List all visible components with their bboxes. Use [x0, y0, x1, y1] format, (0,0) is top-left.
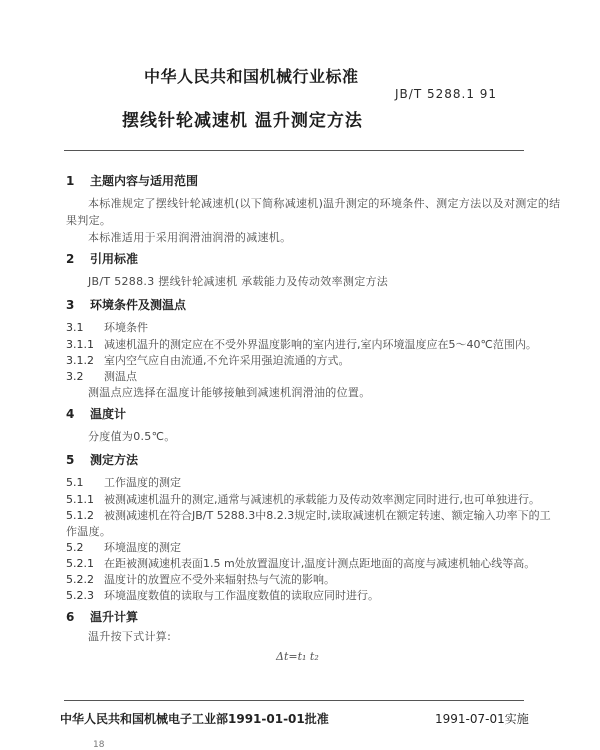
- subsection: 5.1 工作温度的测定: [66, 476, 181, 489]
- subsection: 3.1 环境条件: [66, 321, 148, 334]
- section-6-heading: [66, 608, 138, 625]
- section-title: 温升计算: [90, 610, 139, 624]
- section-title: 引用标准: [90, 252, 139, 266]
- section-title: 主题内容与适用范围: [90, 174, 199, 188]
- section-5-heading: [66, 451, 138, 468]
- approval-date: 中华人民共和国机械电子工业部1991-01-01批准: [60, 712, 329, 726]
- subsection: 3.1.1 减速机温升的测定应在不受外界温度影响的室内进行,室内环境温度应在5～40℃范围内。: [66, 338, 537, 351]
- section-2-heading: [66, 250, 138, 267]
- paragraph: 果判定。: [66, 214, 112, 227]
- subsection: 3.1.2 室内空气应自由流通,不允许采用强迫流通的方式。: [66, 354, 350, 367]
- section-title: 温度计: [90, 407, 127, 421]
- formula: Δt=t₁ t₂: [276, 650, 319, 663]
- section-4-heading: [66, 405, 126, 422]
- paragraph: 作温度。: [66, 525, 112, 538]
- paragraph: 温升按下式计算:: [88, 630, 172, 643]
- section-1-heading: [66, 172, 198, 189]
- implementation-date: 1991-07-01实施: [435, 712, 529, 726]
- footer-divider: [64, 700, 524, 701]
- section-title: 测定方法: [90, 453, 139, 467]
- section-3-heading: [66, 296, 186, 313]
- subsection: 5.1.2 被测减速机在符合JB/T 5288.3中8.2.3规定时,读取减速机在额定转速、额定输入功率下的工: [66, 509, 551, 522]
- reference-entry: JB/T 5288.3 摆线针轮减速机 承载能力及传动效率测定方法: [88, 275, 389, 288]
- standard-number: JB/T 5288.1 91: [395, 87, 498, 101]
- section-number: 3: [66, 298, 75, 312]
- subsection: 5.2.3 环境温度数值的读取与工作温度数值的读取应同时进行。: [66, 589, 379, 602]
- header-divider: [64, 150, 524, 151]
- subsection: 5.2.1 在距被测减速机表面1.5 m处放置温度计,温度计测点距地面的高度与减速机轴心线等高。: [66, 557, 536, 570]
- paragraph: 本标准适用于采用润滑油润滑的减速机。: [88, 231, 292, 244]
- section-title: 环境条件及测温点: [90, 298, 187, 312]
- section-number: 1: [66, 174, 75, 188]
- subsection: 5.2 环境温度的测定: [66, 541, 181, 554]
- paragraph: 分度值为0.5℃。: [88, 430, 176, 443]
- section-number: 5: [66, 453, 75, 467]
- issuer-title: 中华人民共和国机械行业标准: [144, 67, 359, 86]
- subsection: 3.2 测温点: [66, 370, 137, 383]
- section-number: 2: [66, 252, 75, 266]
- subsection: 5.2.2 温度计的放置应不受外来辐射热与气流的影响。: [66, 573, 335, 586]
- paragraph: 本标准规定了摆线针轮减速机(以下简称减速机)温升测定的环境条件、测定方法以及对测定的结: [88, 197, 561, 210]
- document-title: 摆线针轮减速机 温升测定方法: [122, 111, 363, 131]
- page-number: 18: [93, 740, 105, 750]
- subsection: 5.1.1 被测减速机温升的测定,通常与减速机的承载能力及传动效率测定同时进行,也可单独进行。: [66, 493, 540, 506]
- section-number: 4: [66, 407, 75, 421]
- section-number: 6: [66, 610, 75, 624]
- paragraph: 测温点应选择在温度计能够接触到减速机润滑油的位置。: [88, 386, 371, 399]
